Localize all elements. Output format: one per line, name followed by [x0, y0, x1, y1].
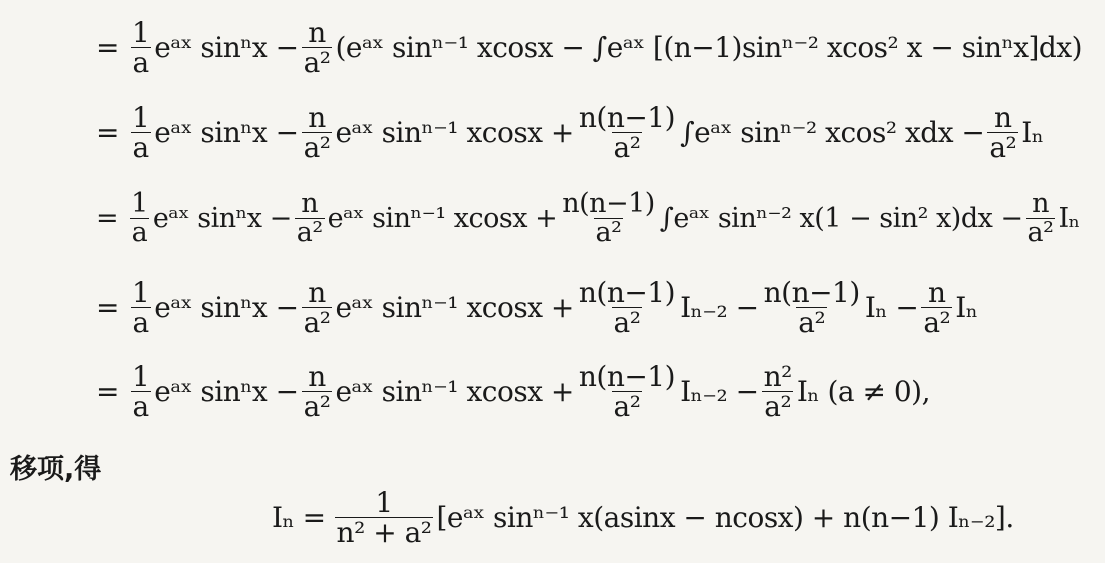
numerator: n: [308, 360, 326, 393]
derivation-line-1: [96, 18, 1082, 78]
expression: Iₙ: [955, 291, 978, 325]
denominator: a²: [764, 390, 792, 424]
fraction: [302, 278, 333, 338]
expression: eᵃˣ sinⁿx −: [152, 203, 292, 235]
numerator: 1: [131, 16, 150, 49]
denominator: a²: [613, 306, 641, 340]
equals-sign: =: [96, 31, 119, 65]
expression: Iₙ: [1021, 116, 1044, 150]
denominator: a²: [303, 46, 331, 80]
numerator: n(n−1): [763, 276, 860, 309]
derivation-line-4: [96, 278, 977, 338]
expression: Iₙ₋₂ −: [680, 291, 759, 325]
expression: Iₙ (a ≠ 0),: [796, 375, 930, 409]
expression: (eᵃˣ sinⁿ⁻¹ xcosx − ∫eᵃˣ [(n−1)sinⁿ⁻² xcos² x − sinⁿx]dx): [335, 31, 1083, 65]
fraction: [302, 103, 333, 163]
expression: Iₙ: [1058, 203, 1080, 235]
fraction: [560, 190, 657, 248]
fraction: [987, 103, 1018, 163]
derivation-line-2: [96, 103, 1043, 163]
numerator: n: [308, 276, 326, 309]
expression: eᵃˣ sinⁿx −: [154, 375, 299, 409]
fraction: [921, 278, 952, 338]
denominator: a²: [303, 131, 331, 165]
denominator: a²: [923, 306, 951, 340]
numerator: n: [994, 101, 1012, 134]
denominator: a: [132, 46, 149, 80]
expression: ∫eᵃˣ sinⁿ⁻² xcos² xdx −: [680, 116, 985, 150]
denominator: a²: [296, 217, 323, 249]
expression: eᵃˣ sinⁿ⁻¹ xcosx +: [335, 291, 574, 325]
denominator: a²: [989, 131, 1017, 165]
numerator: 1: [131, 276, 150, 309]
fraction: [577, 103, 677, 163]
numerator: 1: [131, 101, 150, 134]
expression: eᵃˣ sinⁿ⁻¹ xcosx +: [335, 116, 574, 150]
fraction: [335, 488, 434, 548]
numerator: n: [301, 188, 319, 219]
expression: eᵃˣ sinⁿx −: [154, 31, 299, 65]
denominator: a²: [613, 131, 641, 165]
denominator: a: [132, 306, 149, 340]
numerator: n(n−1): [578, 276, 676, 309]
denominator: a: [131, 217, 148, 249]
numerator: 1: [131, 188, 148, 219]
numerator: n(n−1): [578, 360, 676, 393]
expression: eᵃˣ sinⁿ⁻¹ xcosx +: [327, 203, 558, 235]
numerator: 1: [131, 360, 150, 393]
transition-text: 移项,得: [10, 454, 102, 485]
equals-sign: =: [96, 375, 119, 409]
numerator: n²: [763, 360, 792, 393]
result-line: [272, 488, 1014, 548]
expression: ∫eᵃˣ sinⁿ⁻² x(1 − sin² x)dx −: [659, 203, 1023, 235]
fraction: [130, 362, 151, 422]
fraction: [302, 362, 333, 422]
fraction: [1026, 190, 1056, 248]
denominator: a²: [798, 306, 826, 340]
denominator: n² + a²: [336, 516, 432, 550]
numerator: n: [928, 276, 946, 309]
denominator: a²: [303, 390, 331, 424]
fraction: [762, 362, 794, 422]
numerator: n: [308, 101, 326, 134]
fraction: [577, 278, 677, 338]
denominator: a²: [595, 217, 622, 249]
result-lhs: Iₙ =: [272, 501, 326, 535]
denominator: a²: [303, 306, 331, 340]
expression: Iₙ −: [864, 291, 919, 325]
fraction: [130, 18, 151, 78]
expression: Iₙ₋₂ −: [680, 375, 759, 409]
numerator: n: [1032, 188, 1049, 219]
denominator: a²: [613, 390, 641, 424]
expression: eᵃˣ sinⁿx −: [154, 116, 299, 150]
derivation-line-3: [96, 190, 1080, 248]
derivation-line-5: [96, 362, 930, 422]
fraction: [577, 362, 677, 422]
fraction: [130, 278, 151, 338]
expression: eᵃˣ sinⁿ⁻¹ xcosx +: [335, 375, 574, 409]
fraction: [762, 278, 862, 338]
equals-sign: =: [96, 116, 119, 150]
expression: eᵃˣ sinⁿx −: [154, 291, 299, 325]
numerator: n: [308, 16, 326, 49]
fraction: [295, 190, 325, 248]
denominator: a²: [1027, 217, 1054, 249]
fraction: [129, 190, 150, 248]
numerator: n(n−1): [578, 101, 676, 134]
numerator: n(n−1): [562, 188, 655, 219]
equals-sign: =: [96, 291, 119, 325]
result-rhs: [eᵃˣ sinⁿ⁻¹ x(asinx − ncosx) + n(n−1) Iₙ₋₂].: [436, 501, 1014, 535]
numerator: 1: [375, 486, 393, 519]
denominator: a: [132, 131, 149, 165]
fraction: [130, 103, 151, 163]
fraction: [302, 18, 333, 78]
equals-sign: =: [96, 203, 119, 235]
denominator: a: [132, 390, 149, 424]
